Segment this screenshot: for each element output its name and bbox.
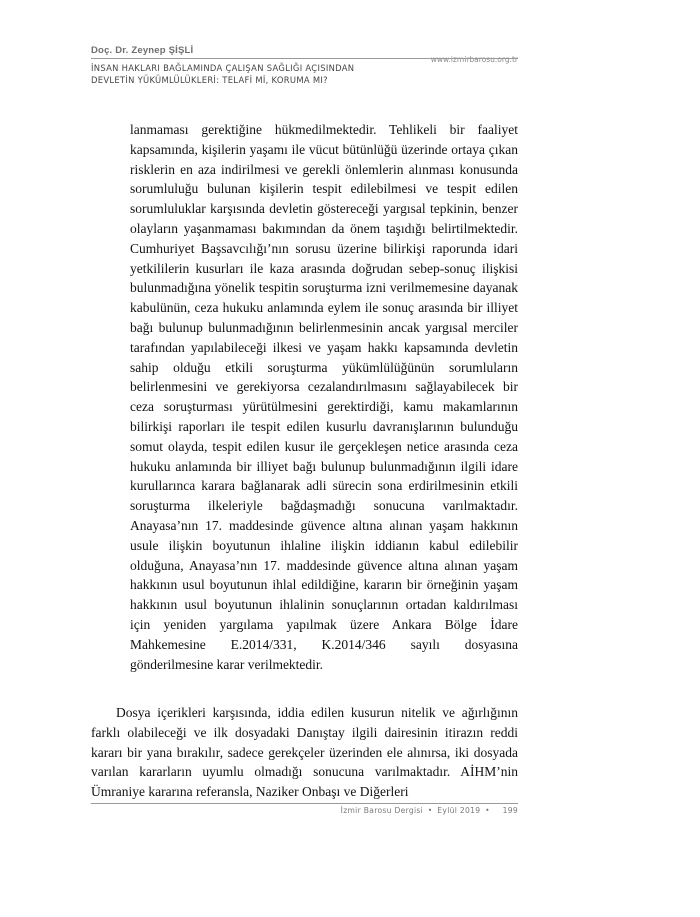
author-name: Doç. Dr. Zeynep ŞİŞLİ	[91, 45, 194, 56]
website-url: www.izmirbarosu.org.tr	[430, 55, 518, 64]
footer-divider	[91, 803, 518, 804]
footer-separator: •	[485, 806, 490, 815]
article-title-line-1: İNSAN HAKLARI BAĞLAMINDA ÇALIŞAN SAĞLIĞI AÇISINDAN	[91, 63, 355, 73]
page-footer	[341, 806, 518, 815]
body-paragraph: Dosya içerikleri karşısında, iddia edilen kusurun nitelik ve ağırlığının farklı olabileceği ve ilk dosyadaki Danıştay ilgili dairesinin itirazın reddi kararı bir yana bırakılır, sadece gerekçeler üzerinden ele alınırsa, iki dosyada varılan kararların uyumlu olmadığı sonucuna varılmaktadır. AİHM’nin Ümraniye kararına referansla, Naziker Onbaşı ve Diğerleri	[91, 705, 518, 800]
issue-date: Eylül 2019	[437, 806, 481, 815]
journal-name: İzmir Barosu Dergisi	[340, 806, 424, 815]
block-quote: lanmaması gerektiğine hükmedilmektedir. Tehlikeli bir faaliyet kapsamında, kişilerin yaşamı ile vücut bütünlüğü üzerinde ortaya çıkan risklerin en aza indirilmesi ve gerekli önlemlerin alınması konusunda sorumluluğu bulunan kişilerin tespit edilebilmesi ve tespit edilen sorumluluklar karşısında devletin göstereceği yargısal tepkinin, benzer olayların yaşanmaması bakımından da önem taşıdığı belirtilmektedir. Cumhuriyet Başsavcılığı’nın sorusu üzerine bilirkişi raporunda idari yetkililerin kusurları ile kaza arasında doğrudan sebep-sonuç ilişkisi bulunmadığına yönelik tespitin soruşturma izni verilmemesine dayanak kabulünün, ceza hukuku anlamında eylem ile sonuç arasında bir illiyet bağı bulunup bulunmadığının belirlenmesinin ancak yargısal merciler tarafından yapılabileceği ilkesi ve yaşam hakkı kapsamında devletin sahip olduğu etkili soruşturma yükümlülüğünün sorumluların belirlenmesini ve gerekiyorsa cezalandırılmasını sağlayabilecek bir ceza soruşturması yürütülmesini gerektirdiği, kamu makamlarının bilirkişi raporları ile tespit edilen kusurlu davranışlarının bulunduğu somut olayda, tespit edilen kusur ile gerçekleşen netice arasında ceza hukuku anlamında bir illiyet bağı bulunup bulunmadığının ilgili idare kurullarınca karara bağlanarak adli sürecin sona erdirilmesinin etkili soruşturma ilkeleriyle bağdaşmadığı sonucuna varılmaktadır. Anayasa’nın 17. maddesinde güvence altına alınan yaşam hakkının usule ilişkin boyutunun ihlaline ilişkin iddianın kabul edilebilir olduğuna, Anayasa’nın 17. maddesinde güvence altına alınan yaşam hakkının usul boyutunun ihlal edildiğine, kararın bir örneğinin yaşam hakkının usul boyutunun ihlalinin sonuçlarının ortadan kaldırılması için yeniden yargılama yapılmak üzere Ankara Bölge İdare Mahkemesine E.2014/331, K.2014/346 sayılı dosyasına gönderilmesine karar verilmektedir.	[130, 122, 518, 672]
footer-separator: •	[427, 806, 433, 815]
header-divider	[91, 58, 518, 59]
article-title	[91, 62, 354, 86]
page-number: 199	[502, 806, 518, 815]
article-title-line-2: DEVLETİN YÜKÜMLÜLÜKLERİ: TELAFİ Mİ, KORUMA MI?	[91, 75, 328, 85]
